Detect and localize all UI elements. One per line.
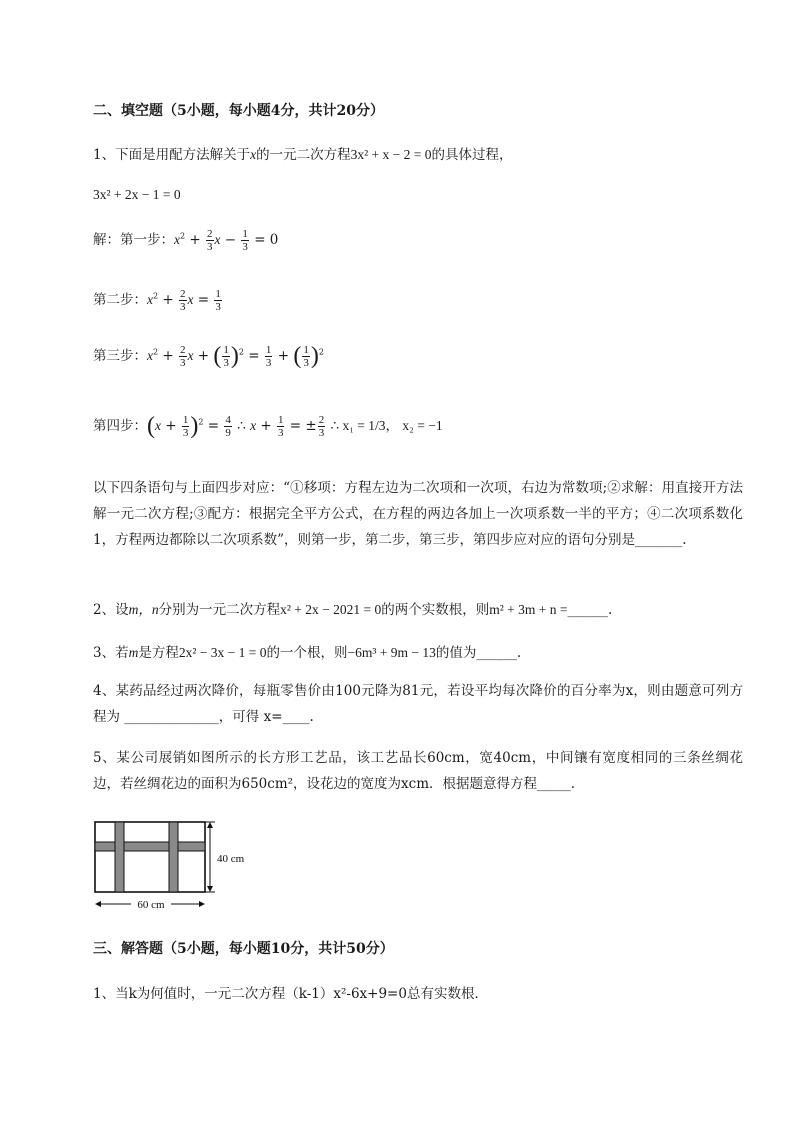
q3-lead: 3、若 <box>93 645 129 661</box>
q1-step4-label: 第四步： <box>93 418 147 434</box>
q1-step3: 第三步：$x^2$ + $\frac{2}{3}$ x + ( $\frac{1}{3}$ )$^2$ = $\frac{1}{3}$ + ( $\frac{1}{3}$ )$^2$ <box>93 343 324 369</box>
q3-expr: −6m³ + 9m − 13 <box>347 645 436 660</box>
silk-border-figure <box>93 820 263 919</box>
height-label: 40 cm <box>217 853 245 865</box>
q1-equation: 3x² + x − 2 = 0 <box>350 147 432 162</box>
q3-tail: 的值为______. <box>435 645 522 661</box>
q2-mid: 分别为一元二次方程 <box>158 602 281 618</box>
q2-vars: m，n <box>128 602 159 617</box>
q3-equation: 2x² − 3x − 1 = 0 <box>178 645 267 660</box>
q1-step4-roots: ∴ x₁ = 1/3， x₂ = −1 <box>330 418 443 433</box>
figure-svg <box>93 820 263 915</box>
vertical-strip-left <box>115 822 124 892</box>
section-3-question-1: 1、当k为何值时，一元二次方程（k-1）x²-6x+9=0总有实数根． <box>93 986 488 1002</box>
q1-step1: 解：第一步：$x^2$ + $\frac{2}{3}$ x − $\frac{1}{3}$ = 0 <box>93 228 279 253</box>
question-4: 4、某药品经过两次降价，每瓶零售价由100元降为81元，若设平均每次降价的百分率为x，则由题意可列方程为 ______________，可得 x=____. <box>93 683 743 725</box>
q1-lead: 1、下面是用配方法解关于 <box>93 147 251 163</box>
question-3 <box>93 641 521 661</box>
q1-tail: 的具体过程， <box>431 147 513 163</box>
section-title: 二、填空题（5小题，每小题4分，共计20分） <box>93 103 384 119</box>
vertical-strip-right <box>169 822 178 892</box>
q3-mid: 是方程 <box>138 645 179 661</box>
q2-mid2: 的两个实数根，则 <box>381 602 490 618</box>
q1-step4: 第四步：(x + $\frac{1}{3}$ )$^2$ = $\frac{4}{9}$ ∴ x + $\frac{1}{3}$ = ± $\frac{2}{3}$ ∴ x₁ = 1/3， x₂ = −1 <box>93 413 443 439</box>
q1-step0-equation: 3x² + 2x − 1 = 0 <box>93 187 181 202</box>
q3-var: m <box>128 645 139 660</box>
question-1-intro <box>93 143 512 163</box>
q1-step2: 第二步：$x^2$ + $\frac{2}{3}$ x = $\frac{1}{3}$ <box>93 288 221 313</box>
q1-mid: 的一元二次方程 <box>256 147 351 163</box>
q1-step3-label: 第三步： <box>93 348 147 364</box>
q2-lead: 2、设 <box>93 602 129 618</box>
q2-expr: m² + 3m + n = <box>489 602 568 617</box>
q1-step1-label: 解：第一步： <box>93 232 174 248</box>
q2-equation: x² + 2x − 2021 = 0 <box>280 602 382 617</box>
width-label: 60 cm <box>137 899 165 911</box>
section-3-title: 三、解答题（5小题，每小题10分，共计50分） <box>93 941 394 957</box>
question-2 <box>93 598 612 618</box>
q1-step2-label: 第二步： <box>93 292 147 308</box>
question-5: 5、某公司展销如图所示的长方形工艺品，该工艺品长60cm，宽40cm，中间镶有宽度相同的三条丝绸花边，若丝绸花边的面积为650cm²，设花边的宽度为xcm．根据题意得方程_____. <box>93 750 743 792</box>
q1-description: 以下四条语句与上面四步对应：“①移项：方程左边为二次项和一次项，右边为常数项;②求解：用直接开方法解一元二次方程;③配方：根据完全平方公式，在方程的两边各加上一次项系数一半的平方；④二次项系数化1，方程两边都除以二次项系数”，则第一步，第二步，第三步，第四步应对应的语句分别是_______. <box>93 480 743 548</box>
outer-rect <box>95 822 205 892</box>
q3-mid2: 的一个根，则 <box>266 645 348 661</box>
q1-var: x <box>250 147 257 162</box>
q2-blank: ______. <box>567 602 613 618</box>
horizontal-strip <box>95 842 205 851</box>
